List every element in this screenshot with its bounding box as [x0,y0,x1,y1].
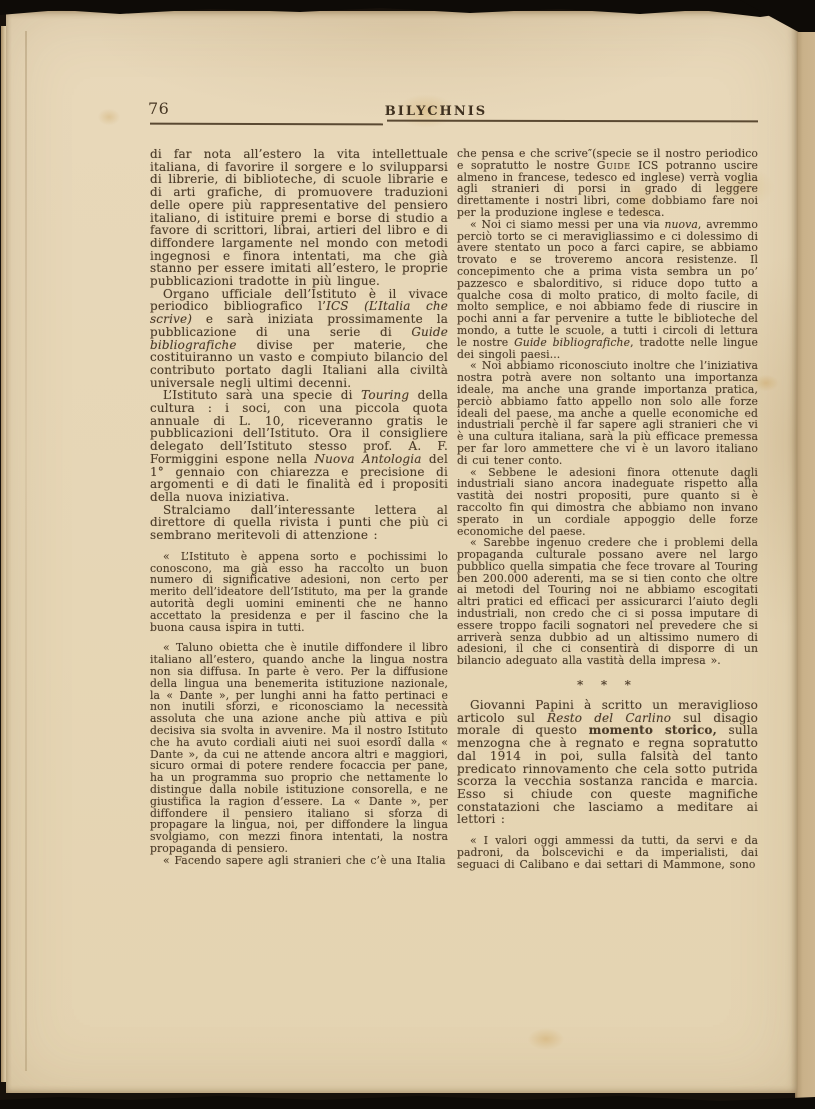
text-segment: sul disagio morale di questo [457,710,758,738]
paragraph [150,642,448,854]
text-segment: sulla menzogna che à regnato e regna sopratutto dal 1914 in poi, sulla falsità del tanto predicato rinnovamento che cela sotto putrida scorza la vecchia sostanza rancida e marcia. Esso si chiude con queste magnifiche constatazioni che lasciamo a meditare ai lettori : [457,723,759,827]
text-segment: di far nota all’estero la vita intellettuale italiana, di favorire il sorgere e lo svilupparsi di librerie, di biblioteche, di scuole librarie e di arti grafiche, di promuovere traduzioni delle opere più rappresentative del pensiero italiano, di istituire premi e borse di studio a favore di scrittori, librai, artieri del libro e di diffondere largamente nel mondo con metodi ingegnosi e finora intentati, ma che già stanno per essere imitati all’estero, le proprie pubblicazioni tradotte in più lingue. [150,147,448,289]
paragraph [457,537,758,667]
header-rule-right [387,120,758,122]
paragraph [150,288,448,390]
page-number: 76 [148,99,170,118]
text-segment: « Facendo sapere agli stranieri che c’è una Italia [163,853,446,867]
text-segment: Guide bibliografiche [514,335,631,349]
paragraph [150,551,448,634]
text-segment: « Sarebbe ingenuo credere che i problemi della propaganda culturale possano avere nel largo pubblico quella simpatia che fece trovare al Touring ben 200.000 aderenti, ma se si tien conto che oltre ai metodi del Touring noi ne abbiamo escogitati altri pratici ed efficaci per assicurarci l’aiuto degli industriali, non credo che ci si possa imputare di essere troppo facili sognatori nel prevedere che si arriverà senza dubbio ad un altissimo numero di adesioni, il che ci consentirà di disporre di un bilancio adeguato alla vastità della impresa ». [457,536,758,668]
text-segment: della cultura : i soci, con una piccola quota annuale di L. 10, riceveranno gratis le pubblicazioni dell’Istituto. Ora il consigliere delegato dell’Istituto stesso prof. A. F. Formiggini espone nella [150,388,449,466]
text-segment: Nuova Antologia [314,451,422,466]
text-segment: momento storico, [588,723,717,738]
text-segment: « Sebbene le adesioni finora ottenute dagli industriali siano ancora inadeguate rispetto alla vastità dei nostri propositi, pure quanto si è raccolto fin qui dimostra che abbiamo non invano sperato in un cordiale appoggio delle forze economiche del paese. [457,465,758,538]
text-segment: , avremmo perciò torto se ci meravigliassimo e ci dolessimo di avere stentato un poco a farci capire, se abbiamo trovato e se troveremo ancora resistenze. Il concepimento che a prima vista sembra un po’ pazzesco e sbalorditivo, si riduce dopo tutto a qualche cosa di molto pratico, di molto facile, di molto semplice, e noi abbiamo fede di riuscire in pochi anni a far pervenire a tutte le biblioteche del mondo, a tutte le scuole, a tutti i circoli di lettura le nostre [457,217,758,349]
journal-title: BILYCHNIS [384,104,488,119]
paragraph [150,148,448,288]
paragraph [457,148,758,219]
paragraph [150,389,448,503]
left-column [150,148,448,867]
text-segment: Guide bibliografiche [150,324,448,352]
paragraph [457,699,758,826]
paragraph [457,219,758,361]
text-segment: Touring [361,388,410,403]
scanned-page [6,11,797,1093]
text-segment: « Taluno obietta che è inutile diffondere il libro italiano all’estero, quando anche la lingua nostra non sia diffusa. In parte è vero. Per la diffusione della lingua una benemerita istituzione nazionale, la « Dante », per lunghi anni ha fatto pertinaci e non inutili sforzi, e riconosciamo la necessità assoluta che una azione anche più attiva e più decisiva sia svolta in avvenire. Ma il nostro Istituto che ha avuto cordiali aiuti nei suoi esordî dalla « Dante », da cui ne attende ancora altri e maggiori, sicuro ormai di potere rendere focaccia per pane, ha un programma suo proprio che nettamente lo distingue dalla nobile istituzione consorella, e ne giustifica la ragion d’essere. La « Dante », per diffondere il pensiero italiano si sforza di propagare la lingua, noi, per diffondere la lingua svolgiamo, con mezzi finora intentati, la nostra propaganda di pensiero. [150,641,448,855]
section-separator: * * * [577,678,638,693]
text-segment: divise per materie, che costituiranno un vasto e compiuto bilancio del contributo portato dagli Italiani alla civiltà universale negli ultimi decenni. [150,337,448,390]
text-segment: che pensa e che scrive″(specie se il nostro periodico e sopratutto le nostre [457,147,758,172]
text-segment: , tradotte nelle lingue dei singoli paesi... [457,335,758,361]
text-segment: « L’Istituto è appena sorto e pochissimi lo conoscono, ma già esso ha raccolto un buon numero di significative adesioni, non certo per merito dell’ideatore dell’Istituto, ma per la grande autorità degli uomini eminenti che ne hanno accettato la presidenza e per il fascino che la buona causa ispira in tutti. [150,549,448,634]
paragraph [150,855,448,867]
paragraph [150,504,448,542]
text-segment: del 1° gennaio con chiarezza e precisione di argomenti e di dati le finalità ed i propositi della nuova iniziativa. [150,451,448,504]
text-segment: Organo ufficiale dell’Istituto è il vivace periodico bibliografico l’ [150,286,448,314]
text-segment: ICS (L’Italia che scrive) [150,299,448,327]
right-column [457,148,758,870]
text-segment: ICS potranno uscire almeno in francese, tedesco ed inglese) verrà voglia agli stranieri di porsi in grado di leggere direttamente i nostri libri, come dobbiamo fare noi per la produzione inglese e tedesca. [457,158,759,219]
text-segment: Guide [596,158,631,172]
book-under-page-right [795,14,815,1098]
paragraph [457,467,758,538]
text-segment: Resto del Carlino [547,710,672,725]
paragraph [457,360,758,466]
text-segment: « Noi ci siamo messi per una via [470,217,665,231]
page-crease [25,31,27,1071]
text-segment: Stralciamo dall’interessante lettera al direttore di quella rivista i punti che più ci sembrano meritevoli di attenzione : [150,502,448,543]
paragraph [457,835,758,870]
text-segment: Giovanni Papini à scritto un meraviglioso articolo sul [457,698,758,725]
text-segment: L’Istituto sarà una specie di [163,388,362,403]
text-segment: « I valori oggi ammessi da tutti, da servi e da padroni, da bolscevichi e da imperialisti, dai seguaci di Calibano e dai settari di Mammone, sono [457,834,758,871]
text-segment: « Noi abbiamo riconosciuto inoltre che l’iniziativa nostra potrà avere non soltanto una importanza ideale, ma anche una grande importanza pratica, perciò abbiamo fatto appello non solo alle forze ideali del paese, ma anche a quelle economiche ed industriali perchè il far sapere agli stranieri che vi è una cultura italiana, sarà la più efficace premessa per far loro ammettere che vi è un lavoro italiano di cui tener conto. [457,359,758,467]
text-segment: e sarà iniziata prossimamente la pubblicazione di una serie di [150,312,448,339]
book-bottom-edge [0,1091,815,1109]
header-rule-left [150,123,383,125]
text-segment: nuova [664,217,698,231]
